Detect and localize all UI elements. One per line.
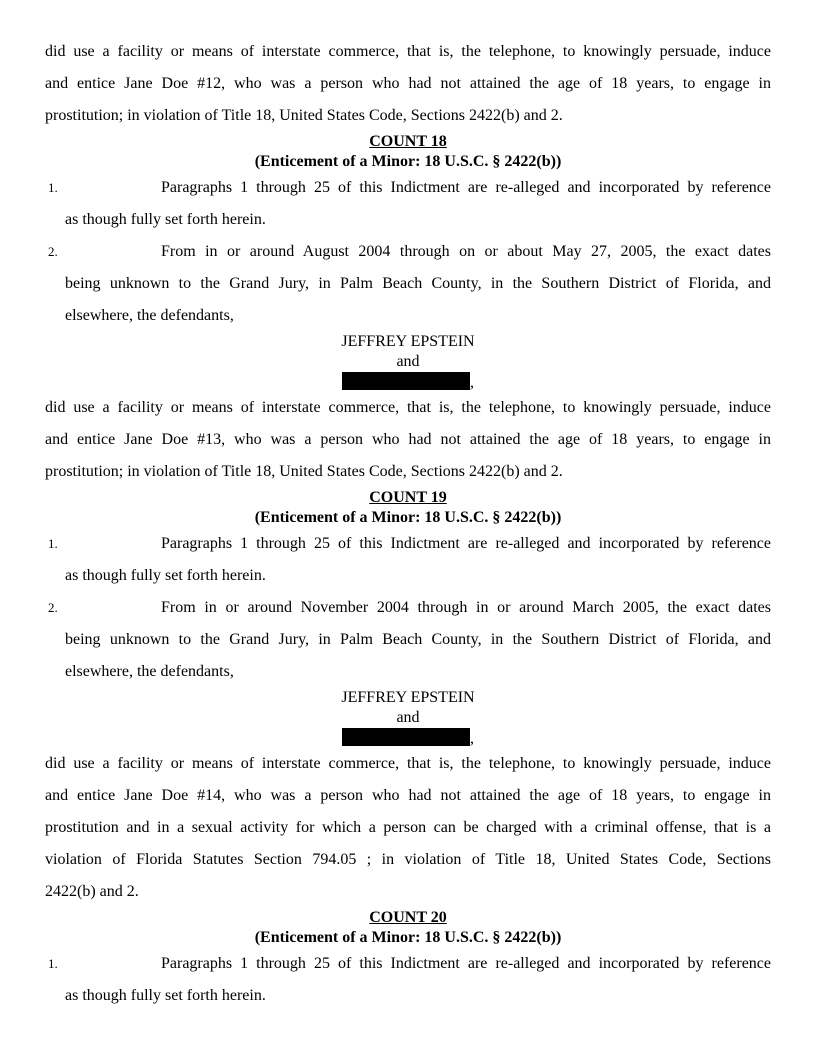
redacted-defendant — [45, 372, 771, 393]
count-heading: COUNT 18 — [369, 133, 447, 150]
body-line: From in or around August 2004 through on or about May 27, 2005, the exact dates — [161, 243, 771, 260]
comma: , — [470, 730, 474, 747]
body-line: did use a facility or means of interstate commerce, that is, the telephone, to knowingly persuade, induce — [45, 399, 771, 416]
redaction-bar — [342, 372, 470, 390]
body-line: did use a facility or means of interstate commerce, that is, the telephone, to knowingly persuade, induce — [45, 755, 771, 772]
body-line: as though fully set forth herein. — [65, 987, 266, 1004]
body-line: prostitution and in a sexual activity for which a person can be charged with a criminal offense, that is a — [45, 819, 771, 836]
paragraph-number: 1. — [48, 536, 58, 551]
conjunction: and — [396, 709, 420, 726]
paragraph-number: 1. — [48, 956, 58, 971]
comma: , — [470, 374, 474, 391]
body-line: as though fully set forth herein. — [65, 211, 266, 228]
paragraph-number: 1. — [48, 180, 58, 195]
defendant-name: JEFFREY EPSTEIN — [341, 689, 475, 706]
paragraph-number: 2. — [48, 244, 58, 259]
count-subheading: (Enticement of a Minor: 18 U.S.C. § 2422(b)) — [254, 929, 562, 946]
body-line: Paragraphs 1 through 25 of this Indictment are re-alleged and incorporated by reference — [161, 535, 771, 552]
redacted-defendant — [45, 728, 771, 749]
body-line: Paragraphs 1 through 25 of this Indictment are re-alleged and incorporated by reference — [161, 955, 771, 972]
body-line: did use a facility or means of interstate commerce, that is, the telephone, to knowingly persuade, induce — [45, 43, 771, 60]
count-subheading: (Enticement of a Minor: 18 U.S.C. § 2422(b)) — [254, 509, 562, 526]
body-line: Paragraphs 1 through 25 of this Indictment are re-alleged and incorporated by reference — [161, 179, 771, 196]
redaction-bar — [342, 728, 470, 746]
body-line: prostitution; in violation of Title 18, United States Code, Sections 2422(b) and 2. — [45, 463, 563, 480]
body-line: and entice Jane Doe #12, who was a person who had not attained the age of 18 years, to engage in — [45, 75, 771, 92]
body-line: elsewhere, the defendants, — [65, 663, 234, 680]
paragraph-number: 2. — [48, 600, 58, 615]
body-line: being unknown to the Grand Jury, in Palm Beach County, in the Southern District of Florida, and — [65, 275, 771, 292]
body-line: prostitution; in violation of Title 18, United States Code, Sections 2422(b) and 2. — [45, 107, 563, 124]
conjunction: and — [396, 353, 420, 370]
body-line: being unknown to the Grand Jury, in Palm Beach County, in the Southern District of Florida, and — [65, 631, 771, 648]
defendant-name: JEFFREY EPSTEIN — [341, 333, 475, 350]
body-line: From in or around November 2004 through in or around March 2005, the exact dates — [161, 599, 771, 616]
body-line: violation of Florida Statutes Section 794.05 ; in violation of Title 18, United States Code, Sections — [45, 851, 771, 868]
body-line: and entice Jane Doe #14, who was a person who had not attained the age of 18 years, to engage in — [45, 787, 771, 804]
body-line: as though fully set forth herein. — [65, 567, 266, 584]
count-heading: COUNT 20 — [369, 909, 447, 926]
body-line: elsewhere, the defendants, — [65, 307, 234, 324]
count-heading: COUNT 19 — [369, 489, 447, 506]
count-subheading: (Enticement of a Minor: 18 U.S.C. § 2422(b)) — [254, 153, 562, 170]
body-line: 2422(b) and 2. — [45, 883, 139, 900]
body-line: and entice Jane Doe #13, who was a person who had not attained the age of 18 years, to engage in — [45, 431, 771, 448]
